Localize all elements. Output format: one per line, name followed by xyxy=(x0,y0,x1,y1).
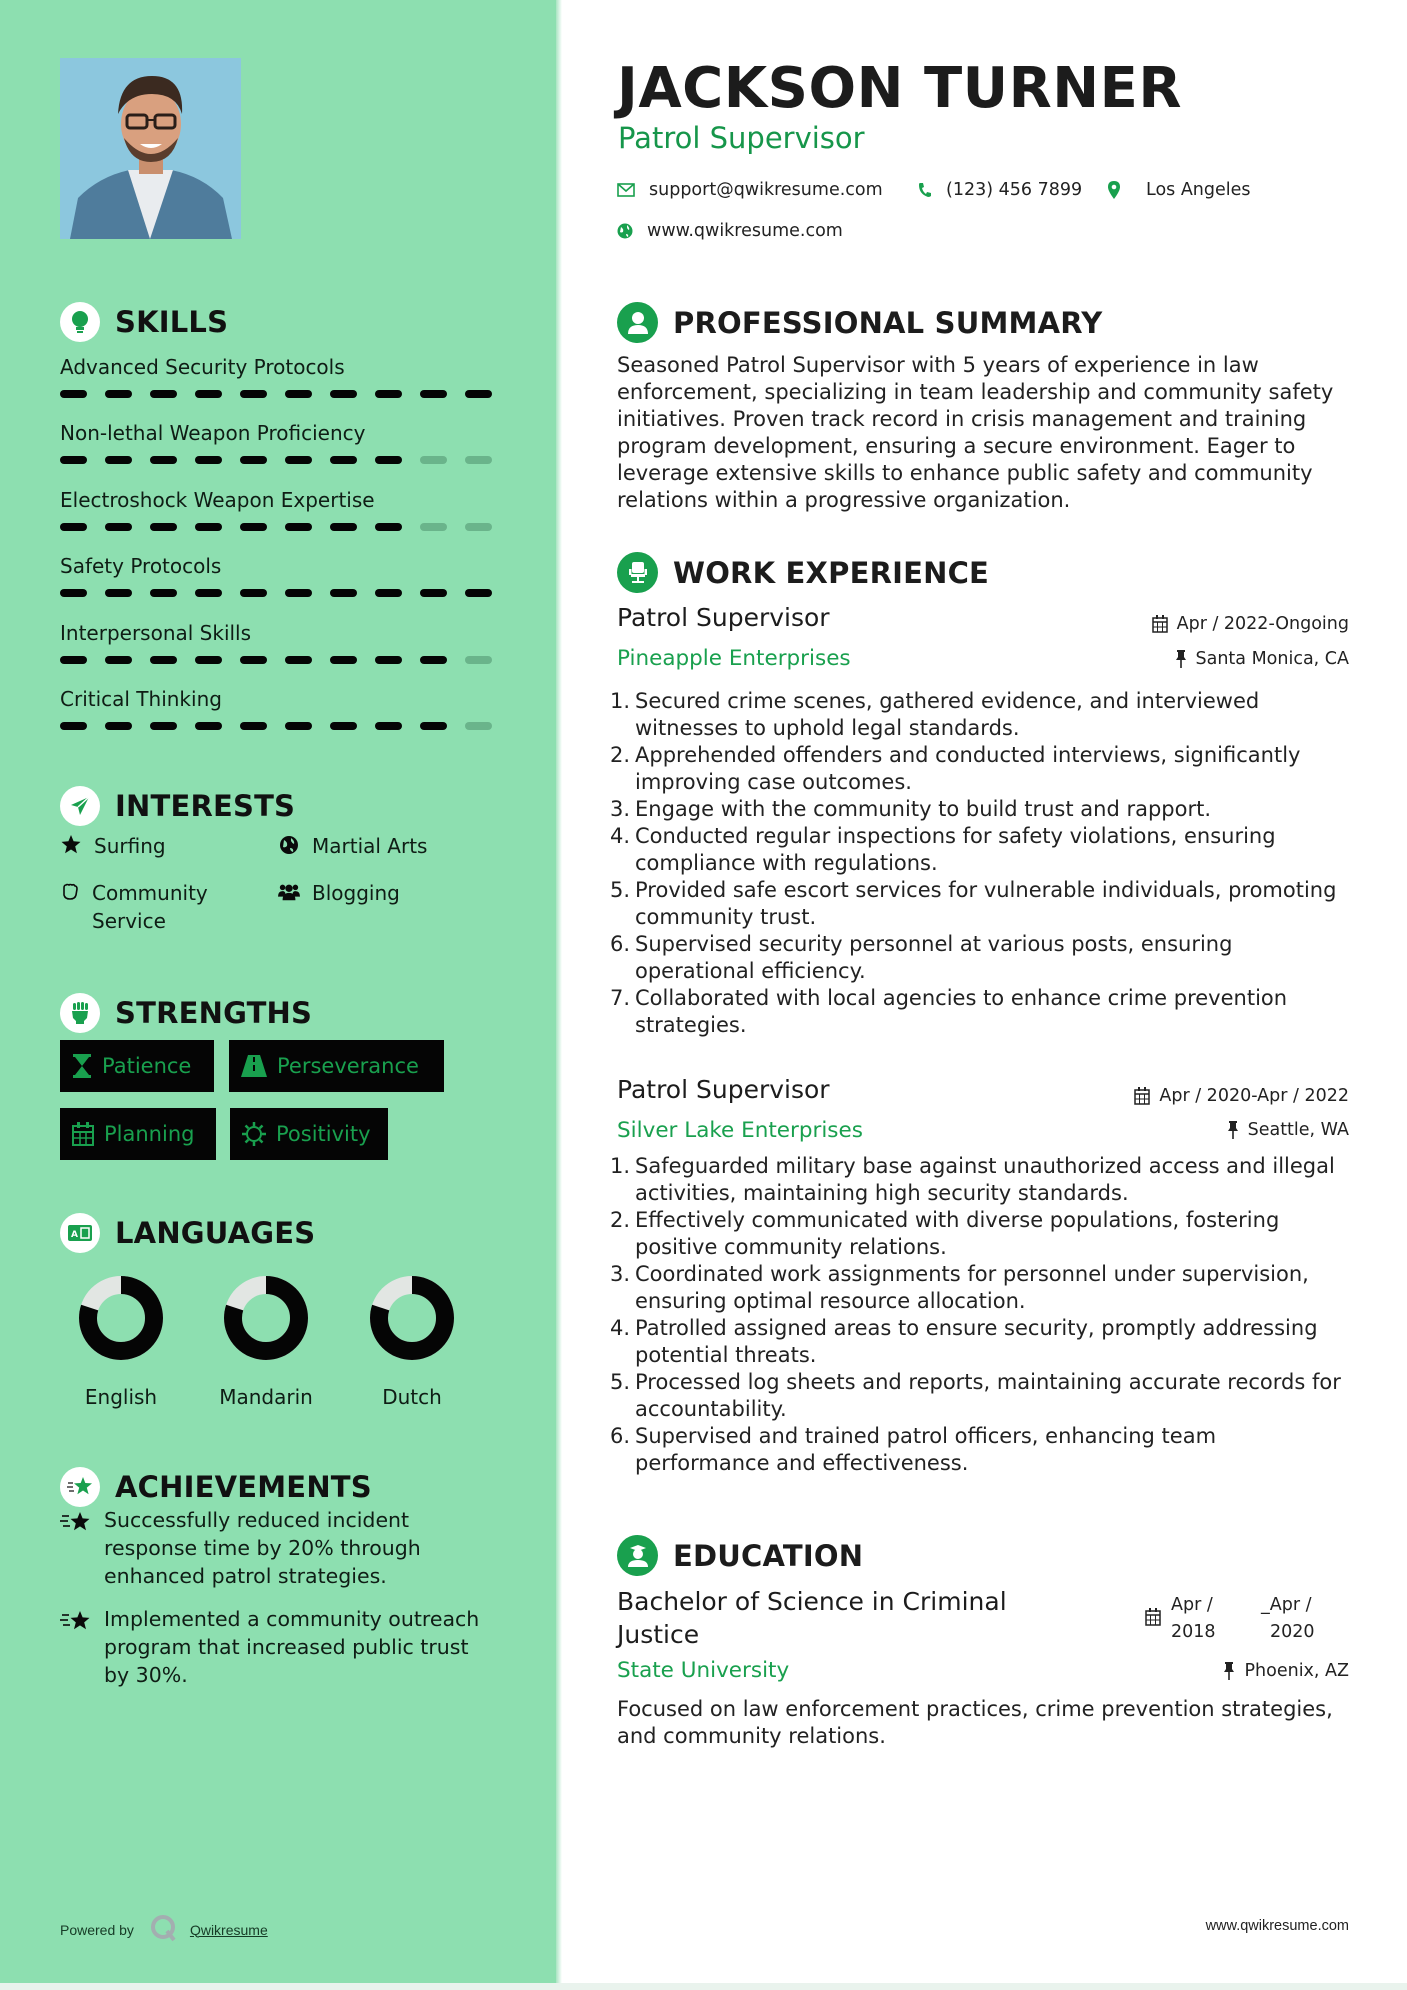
job-location-text: Seattle, WA xyxy=(1247,1120,1349,1140)
skill-dash-filled xyxy=(285,589,312,597)
email-text[interactable]: support@qwikresume.com xyxy=(649,180,883,200)
pushpin-icon xyxy=(1175,650,1187,668)
interest-label: Martial Arts xyxy=(312,834,428,858)
duty-number: 6. xyxy=(610,932,631,956)
language-label: English xyxy=(84,1385,158,1409)
skill-dash-filled xyxy=(375,656,402,664)
language-label: Mandarin xyxy=(219,1385,313,1409)
duty-item xyxy=(610,1369,1355,1423)
envelope-icon xyxy=(617,183,635,197)
duty-text: Supervised and trained patrol officers, enhancing team performance and effectiveness. xyxy=(635,1424,1217,1475)
strength-label: Planning xyxy=(104,1122,195,1146)
skill-dash-filled xyxy=(285,456,312,464)
skill-item xyxy=(60,488,500,531)
summary-text: Seasoned Patrol Supervisor with 5 years of experience in law enforcement, specializing in team leadership and community safety initiatives. Proven track record in crisis management and training program development, ensuring a secure environment. Eager to leverage extensive skills to enhance public safety and community relations within a progressive organization. xyxy=(617,353,1334,512)
achievement-text: Implemented a community outreach program that increased public trust by 30%. xyxy=(104,1607,480,1687)
skill-dash-filled xyxy=(240,390,267,398)
skill-label: Advanced Security Protocols xyxy=(60,355,345,379)
duty-number: 6. xyxy=(610,1424,631,1448)
skill-rating-bar xyxy=(60,456,500,464)
skill-dash-empty xyxy=(465,523,492,531)
globe-icon xyxy=(617,223,633,239)
duty-text: Effectively communicated with diverse populations, fostering positive community relations. xyxy=(635,1208,1280,1259)
skill-dash-filled xyxy=(105,722,132,730)
pushpin-icon xyxy=(1223,1662,1235,1680)
achievements-title: ACHIEVEMENTS xyxy=(115,1470,372,1504)
skill-label: Safety Protocols xyxy=(60,554,222,578)
skill-dash-filled xyxy=(195,456,222,464)
interest-item xyxy=(278,832,427,860)
interests-title: INTERESTS xyxy=(115,789,296,823)
skill-dash-filled xyxy=(420,390,447,398)
users-icon xyxy=(278,879,300,902)
bottom-strip xyxy=(0,1983,1407,1990)
duty-item xyxy=(610,1423,1355,1477)
achievement-item xyxy=(60,1506,500,1590)
skills-title: SKILLS xyxy=(115,305,229,339)
skill-dash-filled xyxy=(60,523,87,531)
hand-icon xyxy=(60,879,80,902)
duty-item xyxy=(610,931,1355,985)
degree-title: Bachelor of Science in Criminal Justice xyxy=(617,1587,1007,1649)
skill-dash-filled xyxy=(375,722,402,730)
duty-item xyxy=(610,1261,1355,1315)
job-dates xyxy=(1134,1086,1349,1106)
duty-item xyxy=(610,796,1355,823)
strength-label: Patience xyxy=(102,1054,192,1078)
skill-dash-empty xyxy=(465,656,492,664)
skills-header xyxy=(60,302,228,342)
skill-label: Interpersonal Skills xyxy=(60,621,252,645)
education-end xyxy=(1261,1592,1341,1646)
skill-dash-filled xyxy=(240,456,267,464)
language-label: Dutch xyxy=(382,1385,442,1409)
skill-dash-empty xyxy=(420,523,447,531)
job-dates-text: Apr / 2022-Ongoing xyxy=(1176,614,1349,634)
skill-dash-filled xyxy=(150,589,177,597)
duty-item xyxy=(610,688,1355,742)
candidate-name: JACKSON TURNER xyxy=(617,56,1183,121)
powered-by-label: Powered by xyxy=(60,1921,134,1938)
skill-label: Electroshock Weapon Expertise xyxy=(60,488,375,512)
skill-dash-filled xyxy=(330,589,357,597)
duty-item xyxy=(610,1315,1355,1369)
shooting-star-icon xyxy=(60,1506,92,1538)
skill-dash-filled xyxy=(105,523,132,531)
skill-dash-filled xyxy=(60,722,87,730)
skill-dash-filled xyxy=(150,656,177,664)
duty-number: 4. xyxy=(610,1316,631,1340)
duty-text: Provided safe escort services for vulnerable individuals, promoting community trust. xyxy=(635,878,1337,929)
calendar-icon xyxy=(1152,615,1168,633)
skill-dash-filled xyxy=(375,390,402,398)
strength-chip xyxy=(60,1108,216,1160)
end-month: _Apr / xyxy=(1261,1595,1312,1615)
globe-icon xyxy=(278,832,300,855)
profile-photo xyxy=(60,58,241,239)
qwikresume-link[interactable]: Qwikresume xyxy=(189,1921,268,1938)
duty-number: 5. xyxy=(610,1370,631,1394)
education-start xyxy=(1171,1592,1251,1646)
duty-text: Engage with the community to build trust and rapport. xyxy=(635,797,1212,821)
summary-header xyxy=(617,302,1102,343)
language-item xyxy=(211,1273,321,1409)
duty-item xyxy=(610,1153,1355,1207)
svg-text:A: A xyxy=(71,1230,78,1240)
start-year: 2018 xyxy=(1171,1622,1216,1642)
skill-dash-filled xyxy=(240,722,267,730)
paper-plane-icon xyxy=(60,786,100,826)
skill-dash-filled xyxy=(240,656,267,664)
duty-item xyxy=(610,877,1355,931)
education-description: Focused on law enforcement practices, crime prevention strategies, and community relations. xyxy=(617,1697,1333,1748)
lightbulb-icon xyxy=(60,302,100,342)
duty-number: 5. xyxy=(610,878,631,902)
duty-text: Apprehended offenders and conducted interviews, significantly improving case outcomes. xyxy=(635,743,1301,794)
graduate-icon xyxy=(617,1535,658,1576)
strength-chip xyxy=(230,1108,388,1160)
skill-dash-filled xyxy=(105,456,132,464)
skill-dash-filled xyxy=(195,390,222,398)
sun-icon xyxy=(242,1122,266,1146)
achievement-text: Successfully reduced incident response time by 20% through enhanced patrol strategies. xyxy=(104,1508,421,1588)
skill-dash-filled xyxy=(195,589,222,597)
interest-item xyxy=(60,879,260,935)
skill-rating-bar xyxy=(60,722,500,730)
skill-item xyxy=(60,355,500,398)
shooting-star-icon xyxy=(60,1467,100,1507)
duty-item xyxy=(610,1207,1355,1261)
skill-dash-empty xyxy=(465,722,492,730)
duty-number: 7. xyxy=(610,986,631,1010)
interest-label: Surfing xyxy=(94,834,166,858)
skill-dash-filled xyxy=(150,390,177,398)
language-proficiency-donut xyxy=(211,1273,321,1363)
end-year: 2020 xyxy=(1270,1622,1315,1642)
school-name: State University xyxy=(617,1658,790,1683)
skill-item xyxy=(60,621,500,664)
education-header xyxy=(617,1535,863,1576)
strength-chip xyxy=(229,1040,444,1092)
skill-rating-bar xyxy=(60,589,500,597)
powered-by xyxy=(60,1914,268,1945)
skill-dash-filled xyxy=(465,390,492,398)
duty-number: 3. xyxy=(610,1262,631,1286)
skill-dash-filled xyxy=(330,523,357,531)
skill-dash-filled xyxy=(195,656,222,664)
duty-item xyxy=(610,742,1355,796)
skill-item xyxy=(60,687,500,730)
footer-website[interactable]: www.qwikresume.com xyxy=(1205,1918,1349,1934)
skill-rating-bar xyxy=(60,523,500,531)
strengths-header xyxy=(60,993,312,1033)
strength-label: Perseverance xyxy=(277,1054,419,1078)
duty-number: 2. xyxy=(610,1208,631,1232)
languages-title: LANGUAGES xyxy=(115,1216,316,1250)
skill-dash-filled xyxy=(375,589,402,597)
contact-email xyxy=(617,180,883,200)
skill-item xyxy=(60,421,500,464)
skill-dash-filled xyxy=(150,722,177,730)
start-month: Apr / xyxy=(1171,1595,1213,1615)
skill-dash-empty xyxy=(465,456,492,464)
achievements-header xyxy=(60,1467,372,1507)
skill-dash-filled xyxy=(330,390,357,398)
office-chair-icon xyxy=(617,552,658,593)
skill-dash-filled xyxy=(150,456,177,464)
job-location xyxy=(1227,1120,1349,1140)
road-icon xyxy=(241,1055,267,1077)
interest-item xyxy=(60,832,166,860)
map-pin-icon xyxy=(1108,181,1120,199)
contact-website xyxy=(617,221,843,241)
skill-rating-bar xyxy=(60,656,500,664)
education-location xyxy=(1223,1661,1349,1681)
contact-location xyxy=(1108,180,1251,200)
skill-dash-filled xyxy=(60,656,87,664)
skill-dash-filled xyxy=(195,722,222,730)
education-dates xyxy=(1145,1592,1341,1646)
interests-header xyxy=(60,786,295,826)
job-dates-text: Apr / 2020-Apr / 2022 xyxy=(1159,1086,1349,1106)
duty-text: Safeguarded military base against unauthorized access and illegal activities, maintaining high security standards. xyxy=(635,1154,1335,1205)
contact-phone xyxy=(918,180,1082,200)
skill-dash-filled xyxy=(330,456,357,464)
duty-number: 1. xyxy=(610,689,631,713)
skill-dash-filled xyxy=(285,722,312,730)
duty-number: 3. xyxy=(610,797,631,821)
candidate-role: Patrol Supervisor xyxy=(618,121,865,155)
duty-text: Conducted regular inspections for safety violations, ensuring compliance with regulations. xyxy=(635,824,1276,875)
duty-text: Coordinated work assignments for personnel under supervision, ensuring optimal resource allocation. xyxy=(635,1262,1309,1313)
phone-icon xyxy=(918,182,932,198)
user-icon xyxy=(617,302,658,343)
duty-text: Patrolled assigned areas to ensure security, promptly addressing potential threats. xyxy=(635,1316,1318,1367)
star-icon xyxy=(60,832,82,854)
skill-dash-filled xyxy=(240,523,267,531)
sidebar-edge xyxy=(556,0,562,1990)
skill-dash-filled xyxy=(240,589,267,597)
sidebar xyxy=(0,0,556,1990)
language-proficiency-donut xyxy=(357,1273,467,1363)
calendar-icon xyxy=(1134,1087,1150,1105)
skill-dash-filled xyxy=(105,589,132,597)
shooting-star-icon xyxy=(60,1605,92,1637)
skill-item xyxy=(60,554,500,597)
job-dates xyxy=(1152,614,1349,634)
skill-dash-filled xyxy=(150,523,177,531)
skill-dash-filled xyxy=(195,523,222,531)
skill-dash-filled xyxy=(285,390,312,398)
phone-text: (123) 456 7899 xyxy=(946,180,1083,200)
duty-text: Collaborated with local agencies to enhance crime prevention strategies. xyxy=(635,986,1288,1037)
skill-label: Non-lethal Weapon Proficiency xyxy=(60,421,366,445)
calendar-icon xyxy=(1145,1592,1161,1646)
fist-icon xyxy=(60,993,100,1033)
duty-text: Processed log sheets and reports, maintaining accurate records for accountability. xyxy=(635,1370,1341,1421)
job-duties-list xyxy=(610,1153,1355,1477)
achievement-item xyxy=(60,1605,500,1689)
duty-text: Secured crime scenes, gathered evidence, and interviewed witnesses to uphold legal standards. xyxy=(635,689,1260,740)
experience-title: WORK EXPERIENCE xyxy=(673,555,990,590)
language-item xyxy=(66,1273,176,1409)
job-location xyxy=(1175,649,1350,669)
experience-header xyxy=(617,552,989,593)
website-text[interactable]: www.qwikresume.com xyxy=(647,221,843,241)
skill-dash-filled xyxy=(420,722,447,730)
skill-dash-filled xyxy=(375,523,402,531)
language-proficiency-donut xyxy=(66,1273,176,1363)
duty-text: Supervised security personnel at various posts, ensuring operational efficiency. xyxy=(635,932,1233,983)
education-title: EDUCATION xyxy=(673,1538,864,1573)
skill-dash-filled xyxy=(330,722,357,730)
job-title: Patrol Supervisor xyxy=(617,603,830,632)
skill-dash-empty xyxy=(420,456,447,464)
job-duties-list xyxy=(610,688,1355,1039)
skill-label: Critical Thinking xyxy=(60,687,222,711)
duty-number: 1. xyxy=(610,1154,631,1178)
qwikresume-logo-icon xyxy=(150,1914,178,1945)
location-text: Los Angeles xyxy=(1146,180,1251,200)
interest-item xyxy=(278,879,400,907)
skill-dash-filled xyxy=(465,589,492,597)
education-location-text: Phoenix, AZ xyxy=(1244,1661,1349,1681)
skill-dash-filled xyxy=(285,523,312,531)
skill-rating-bar xyxy=(60,390,500,398)
skill-dash-filled xyxy=(60,390,87,398)
interest-label: Community Service xyxy=(92,881,208,933)
job-location-text: Santa Monica, CA xyxy=(1195,649,1349,669)
duty-item xyxy=(610,985,1355,1039)
interest-label: Blogging xyxy=(312,881,400,905)
strength-chip xyxy=(60,1040,214,1092)
duty-number: 4. xyxy=(610,824,631,848)
job-company: Pineapple Enterprises xyxy=(617,646,851,671)
skill-dash-filled xyxy=(420,656,447,664)
language-icon xyxy=(60,1213,100,1253)
skill-dash-filled xyxy=(285,656,312,664)
skill-dash-filled xyxy=(105,390,132,398)
language-item xyxy=(357,1273,467,1409)
strength-label: Positivity xyxy=(276,1122,371,1146)
hourglass-icon xyxy=(72,1054,92,1078)
skill-dash-filled xyxy=(60,456,87,464)
summary-title: PROFESSIONAL SUMMARY xyxy=(673,305,1103,340)
pushpin-icon xyxy=(1227,1121,1239,1139)
duty-item xyxy=(610,823,1355,877)
duty-number: 2. xyxy=(610,743,631,767)
skill-dash-filled xyxy=(105,656,132,664)
calendar-icon xyxy=(72,1122,94,1146)
languages-header xyxy=(60,1213,315,1253)
strengths-title: STRENGTHS xyxy=(115,996,313,1030)
skill-dash-filled xyxy=(420,589,447,597)
skill-dash-filled xyxy=(375,456,402,464)
job-title: Patrol Supervisor xyxy=(617,1075,830,1104)
job-company: Silver Lake Enterprises xyxy=(617,1118,863,1143)
skill-dash-filled xyxy=(60,589,87,597)
skill-dash-filled xyxy=(330,656,357,664)
